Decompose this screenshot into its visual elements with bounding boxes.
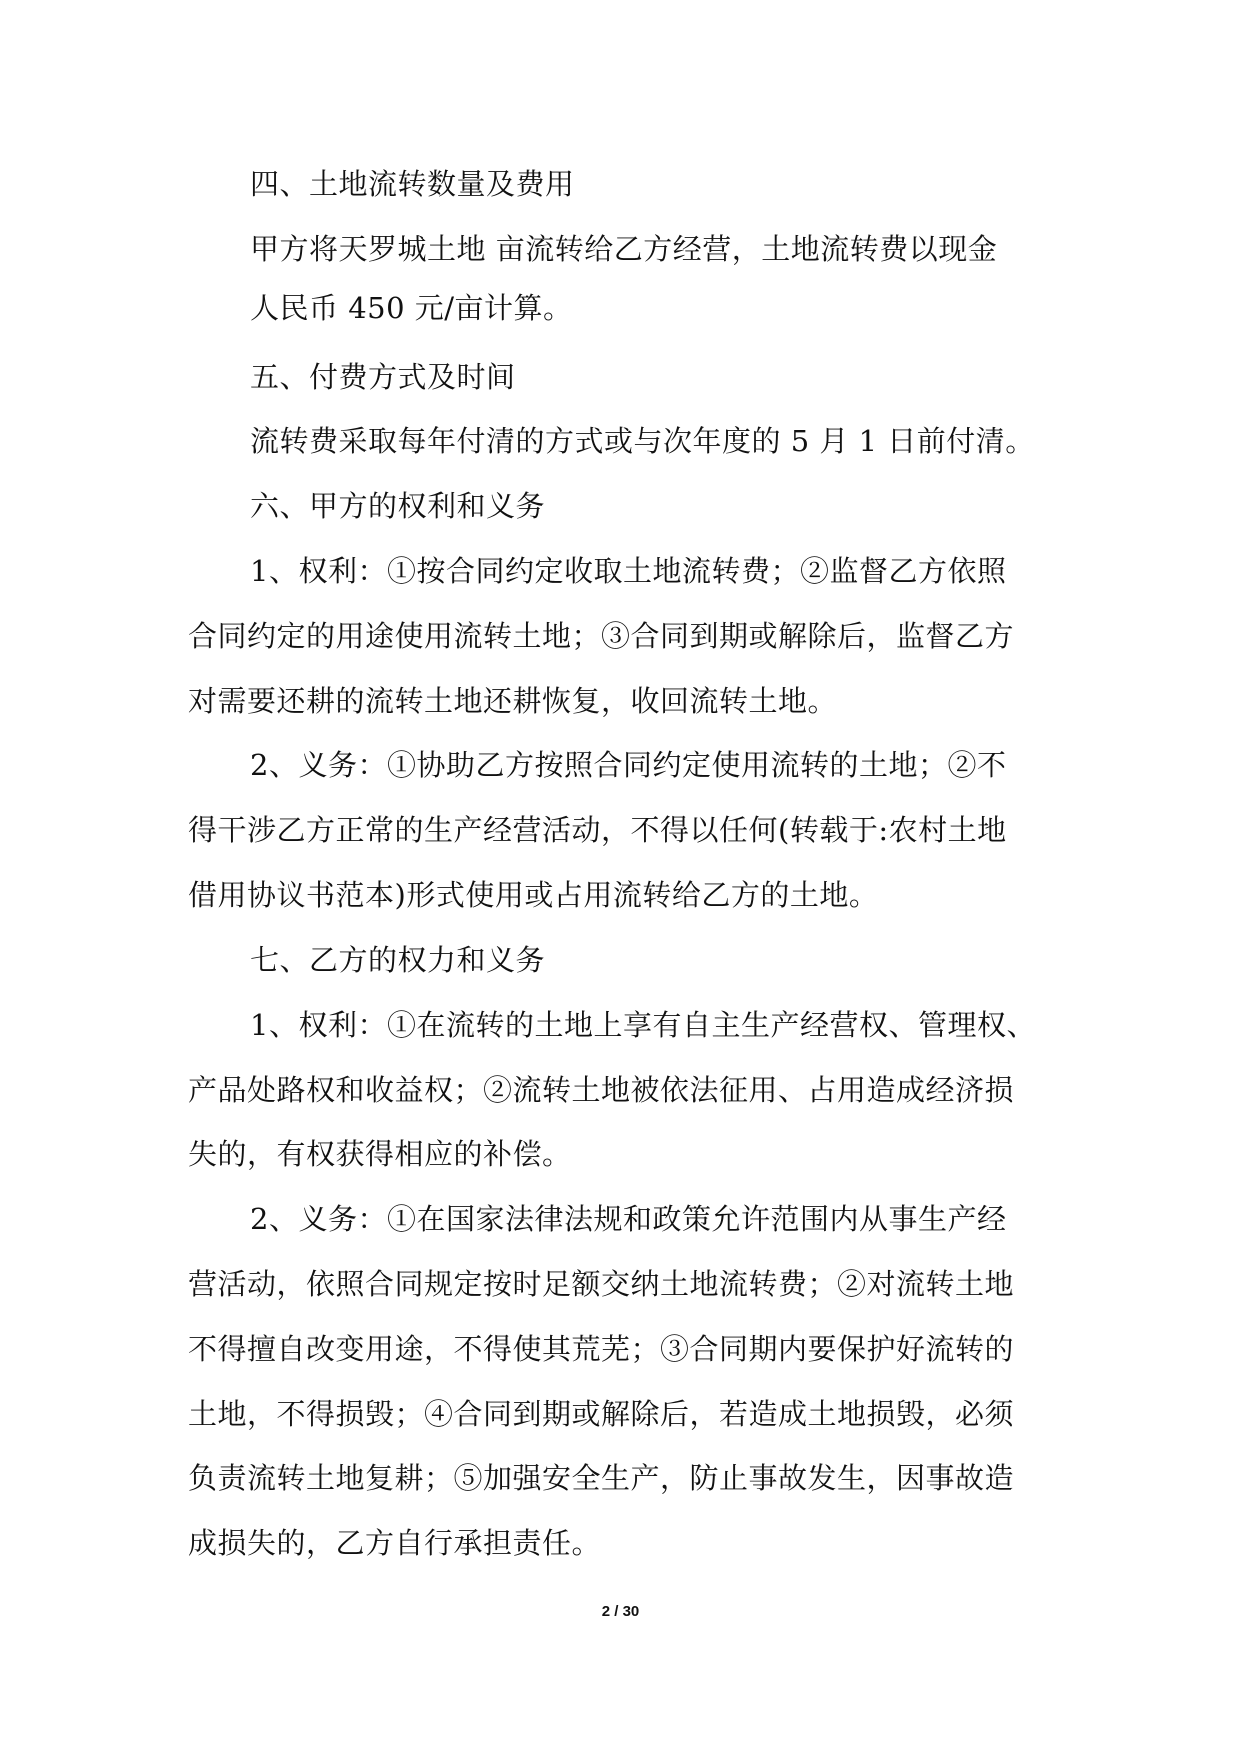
paragraph-line: 产品处路权和收益权；②流转土地被依法征用、占用造成经济损 [188, 1073, 1015, 1107]
paragraph-line: 合同约定的用途使用流转土地；③合同到期或解除后，监督乙方 [188, 619, 1015, 653]
paragraph-line: 得干涉乙方正常的生产经营活动，不得以任何(转载于:农村土地 [188, 813, 1007, 847]
paragraph-line: 借用协议书范本)形式使用或占用流转给乙方的土地。 [188, 878, 879, 912]
section-heading-5: 五、付费方式及时间 [250, 360, 516, 394]
paragraph-line: 人民币 450 元/亩计算。 [250, 291, 573, 325]
page-number-text: 2 / 30 [601, 1603, 640, 1620]
paragraph-line: 流转费采取每年付清的方式或与次年度的 5 月 1 日前付清。 [250, 424, 1035, 458]
paragraph-line: 土地，不得损毁；④合同到期或解除后，若造成土地损毁，必须 [188, 1397, 1015, 1431]
paragraph-line: 成损失的，乙方自行承担责任。 [188, 1526, 602, 1560]
paragraph-line: 失的，有权获得相应的补偿。 [188, 1137, 572, 1171]
section-heading-7: 七、乙方的权力和义务 [250, 943, 546, 977]
paragraph-line: 负责流转土地复耕；⑤加强安全生产，防止事故发生，因事故造 [188, 1461, 1015, 1495]
paragraph-line: 不得擅自改变用途，不得使其荒芜；③合同期内要保护好流转的 [188, 1332, 1015, 1366]
paragraph-line: 2、义务：①在国家法律法规和政策允许范围内从事生产经 [250, 1202, 1007, 1236]
section-heading-6: 六、甲方的权利和义务 [250, 489, 546, 523]
paragraph-line: 2、义务：①协助乙方按照合同约定使用流转的土地；②不 [250, 748, 1007, 782]
paragraph-line: 营活动，依照合同规定按时足额交纳土地流转费；②对流转土地 [188, 1267, 1015, 1301]
paragraph-line: 1、权利：①按合同约定收取土地流转费；②监督乙方依照 [250, 554, 1007, 588]
section-heading-4: 四、土地流转数量及费用 [250, 167, 575, 201]
paragraph-line: 甲方将天罗城土地 亩流转给乙方经营，土地流转费以现金 [250, 232, 998, 266]
paragraph-line: 1、权利：①在流转的土地上享有自主生产经营权、管理权、 [250, 1008, 1036, 1042]
page-number [0, 1602, 1241, 1622]
paragraph-line: 对需要还耕的流转土地还耕恢复，收回流转土地。 [188, 684, 838, 718]
